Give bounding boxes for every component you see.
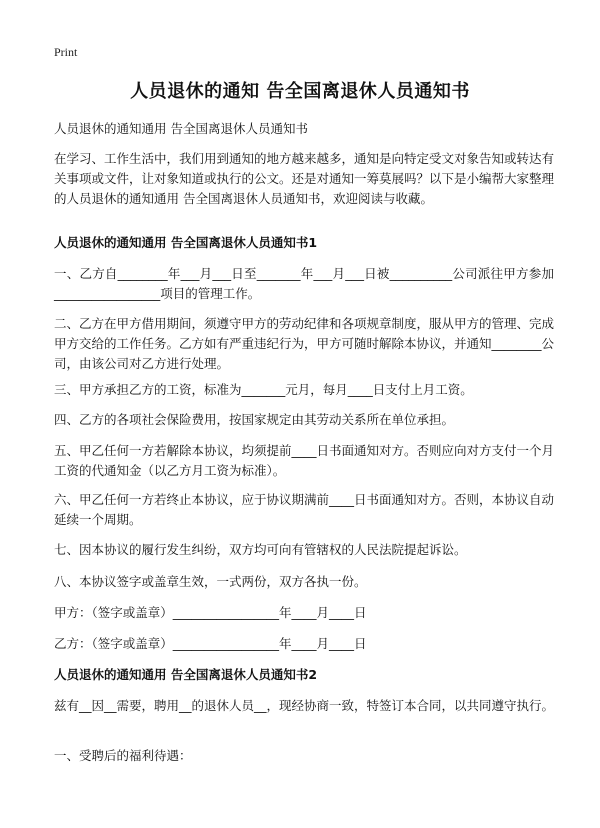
agreement-item-3: 三、甲方承担乙方的工资，标准为_______元月，每月____日支付上月工资。 xyxy=(54,382,473,397)
signature-party-b: 乙方：（签字或盖章）_________________年____月____日 xyxy=(54,636,367,651)
section2-item-1: 一、受聘后的福利待遇： xyxy=(54,748,192,763)
document-title: 人员退休的通知 告全国离退休人员通知书 xyxy=(130,81,470,102)
section1-heading: 人员退休的通知通用 告全国离退休人员通知书1 xyxy=(54,235,318,250)
agreement-item-8: 八、本协议签字或盖章生效，一式两份，双方各执一份。 xyxy=(54,574,367,589)
section2-heading: 人员退休的通知通用 告全国离退休人员通知书2 xyxy=(54,667,318,682)
print-label: Print xyxy=(54,45,78,59)
agreement-item-7: 七、因本协议的履行发生纠纷，双方均可向有管辖权的人民法院提起诉讼。 xyxy=(54,542,467,557)
agreement-item-5: 五、甲乙任何一方若解除本协议，均须提前____日书面通知对方。否则应向对方支付一个月工资的代通知金（以乙方月工资为标准）。 xyxy=(54,443,555,478)
agreement-item-2: 二、乙方在甲方借用期间，须遵守甲方的劳动纪律和各项规章制度，服从甲方的管理、完成甲方交给的工作任务。乙方如有严重违纪行为，甲方可随时解除本协议，并通知________公司，由该公司对乙方进行处理。 xyxy=(54,316,555,371)
document-subtitle: 人员退休的通知通用 告全国离退休人员通知书 xyxy=(54,121,308,136)
agreement-item-6: 六、甲乙任何一方若终止本协议，应于协议期满前____日书面通知对方。否则，本协议自动延续一个周期。 xyxy=(54,492,555,527)
signature-party-a: 甲方：（签字或盖章）_________________年____月____日 xyxy=(54,605,367,620)
section2-paragraph: 兹有__因__需要，聘用__的退休人员__，现经协商一致，特签订本合同，以共同遵守执行。 xyxy=(54,698,555,713)
agreement-item-1: 一、乙方自________年___月___日至_______年___月___日被__________公司派往甲方参加_________________项目的管理工作。 xyxy=(54,266,554,301)
intro-paragraph: 在学习、工作生活中，我们用到通知的地方越来越多，通知是向特定受文对象告知或转达有关事项或文件，让对象知道或执行的公文。还是对通知一筹莫展吗？以下是小编帮大家整理的人员退休的通知通用 告全国离退休人员通知书，欢迎阅读与收藏。 xyxy=(54,151,555,206)
agreement-item-4: 四、乙方的各项社会保险费用，按国家规定由其劳动关系所在单位承担。 xyxy=(54,412,455,427)
